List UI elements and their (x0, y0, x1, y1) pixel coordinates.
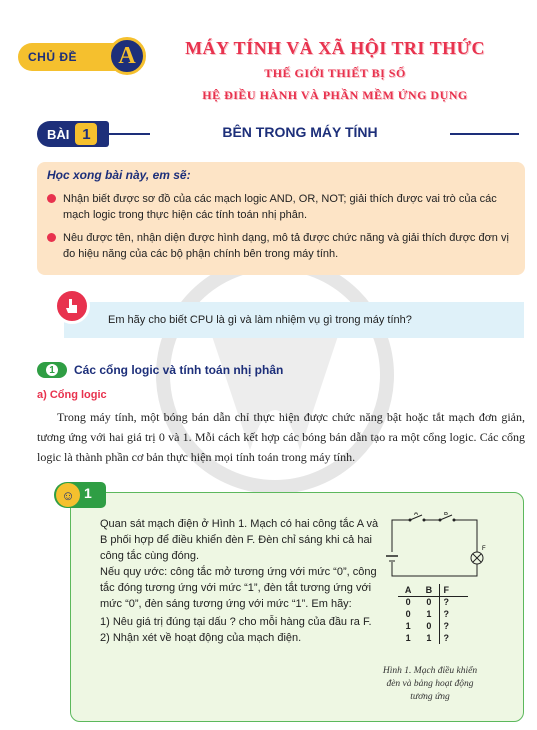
truth-header-a: A (398, 584, 418, 596)
table-cell: ? (440, 632, 468, 644)
table-row (398, 620, 468, 632)
table-cell: 0 (405, 609, 411, 619)
objective-text: Nêu được tên, nhận diện được hình dạng, mô tả được chức năng và giải thích được đơn vị đo hiệu năng của các bộ phận chính bên trong máy tính. (63, 232, 509, 260)
table-row (398, 596, 468, 608)
truth-header-b: B (418, 584, 440, 596)
hand-pointer-icon (54, 288, 90, 324)
topic-title: MÁY TÍNH VÀ XÃ HỘI TRI THỨC (185, 38, 485, 58)
bullet-icon (47, 194, 56, 203)
topic-subtitle-2: HỆ ĐIỀU HÀNH VÀ PHẦN MỀM ỨNG DỤNG (202, 88, 468, 102)
objective-text: Nhận biết được sơ đồ của các mạch logic AND, OR, NOT; giải thích được vai trò của các mạch logic trong thực hiện các tính toán nhị phân. (63, 193, 497, 221)
objectives-heading: Học xong bài này, em sẽ: (47, 168, 191, 182)
warmup-box (64, 302, 524, 338)
lesson-number: 1 (75, 123, 97, 145)
objective-item (47, 230, 517, 262)
table-cell: ? (440, 620, 468, 632)
lesson-title: BÊN TRONG MÁY TÍNH (150, 124, 450, 140)
section-title: Các cổng logic và tính toán nhị phân (74, 363, 284, 377)
table-cell: 1 (405, 633, 411, 643)
subsection-title: a) Cổng logic (37, 389, 107, 401)
table-cell: 1 (426, 609, 432, 619)
chu-de-letter: A (108, 37, 146, 75)
topic-subtitle-1: THẾ GIỚI THIẾT BỊ SỐ (264, 66, 406, 80)
circuit-diagram (382, 512, 492, 582)
switch-a-label: A (414, 512, 419, 517)
activity-text-2: Nếu quy ước: công tắc mở tương ứng với mức “0”, công tắc đóng tương ứng với mức “1”, đèn tắt tương ứng với mức “0”, đèn sáng tương ứng với mức “1”. Em hãy: (100, 566, 377, 610)
activity-badge (54, 482, 106, 508)
bullet-icon (47, 233, 56, 242)
table-cell: 1 (405, 621, 411, 631)
truth-header-f: F (440, 584, 468, 596)
thinking-head-icon: ☺ (56, 483, 80, 507)
table-row (398, 608, 468, 620)
chu-de-badge (18, 43, 136, 71)
activity-question-1: 1) Nêu giá trị đúng tại dấu ? cho mỗi hàng của đầu ra F. (100, 616, 372, 628)
section-number-icon (37, 362, 67, 378)
activity-text-1: Quan sát mạch điện ở Hình 1. Mạch có hai công tắc A và B phối hợp để điều khiển đèn F. Đèn chỉ sáng khi cả hai công tắc cùng đóng. (100, 518, 379, 562)
lamp-f-label: F (482, 546, 486, 552)
table-cell: ? (440, 596, 468, 608)
figure-caption: Hình 1. Mạch điều khiển đèn và bảng hoạt động tương ứng (382, 666, 478, 702)
activity-question-2: 2) Nhận xét về hoạt động của mạch điện. (100, 632, 302, 644)
body-paragraph: Trong máy tính, một bóng bán dẫn chỉ thực hiện được chức năng bật hoặc tắt mạch đơn giản, tương ứng với hai giá trị 0 và 1. Mỗi cách kết hợp các bóng bán dẫn tạo ra một cổng logic. Các cổng logic là thành phần cơ bản thực hiện mọi tính toán trong máy tính. (37, 410, 525, 464)
activity-number: 1 (84, 485, 92, 501)
lesson-label: BÀI (47, 126, 70, 142)
lesson-badge (37, 121, 109, 147)
table-cell: 1 (426, 633, 432, 643)
table-cell: ? (440, 608, 468, 620)
table-cell: 0 (426, 597, 432, 608)
switch-b-label: B (444, 512, 449, 517)
objective-item (47, 191, 517, 223)
objectives-box (37, 162, 525, 275)
table-row (398, 632, 468, 644)
warmup-question: Em hãy cho biết CPU là gì và làm nhiệm vụ gì trong máy tính? (108, 314, 412, 326)
table-cell: 0 (405, 597, 411, 608)
chu-de-label: CHỦ ĐỀ (28, 50, 78, 64)
section-number: 1 (46, 364, 58, 376)
table-cell: 0 (426, 621, 432, 631)
truth-table (398, 584, 478, 644)
